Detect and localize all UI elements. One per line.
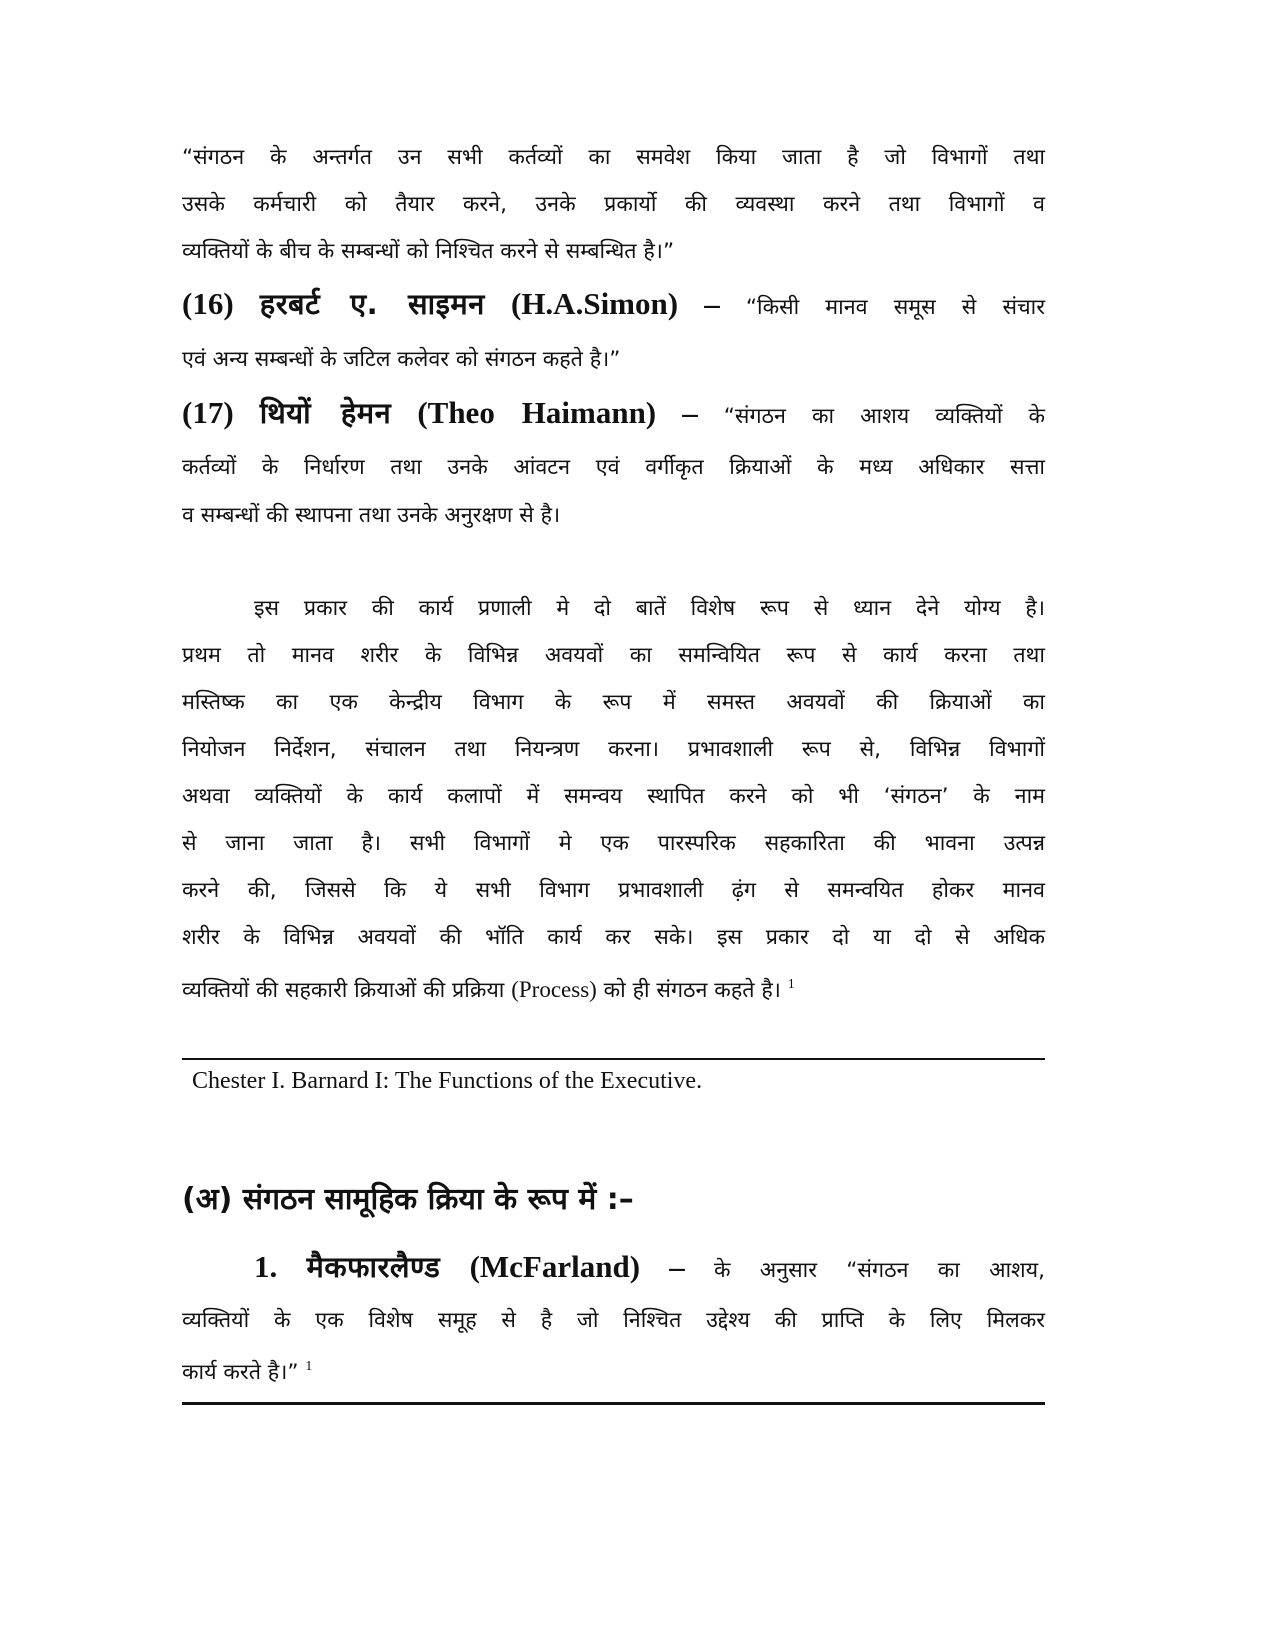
text-segment: को ही संगठन कहते है। [603, 978, 781, 1003]
author-name-hindi: मैकफारलैण्ड [306, 1250, 441, 1284]
paragraph-line: से जाना जाता है। सभी विभागों मे एक पारस्परिक सहकारिता की भावना उत्पन्न [182, 831, 1045, 856]
footnote-marker: 1 [787, 977, 795, 992]
quote-start: के अनुसार “संगठन का आशय, [714, 1258, 1045, 1283]
author-name-english: (H.A.Simon) [511, 286, 679, 321]
paragraph-line: इस प्रकार की कार्य प्रणाली मे दो बातें विशेष रूप से ध्यान देने योग्य है। [254, 596, 1045, 621]
dash: – [669, 1249, 685, 1284]
text-line-last [182, 1352, 1045, 1388]
author-name-hindi: हरबर्ट ए. साइमन [259, 287, 485, 321]
paragraph-line: मस्तिष्क का एक केन्द्रीय विभाग के रूप में समस्त अवयवों की क्रियाओं का [182, 690, 1045, 715]
definition-16-heading [182, 284, 1045, 328]
quote-start: “संगठन का आशय व्यक्तियों के [723, 404, 1046, 429]
footnote-text: Chester I. Barnard I: The Functions of the Executive. [192, 1068, 703, 1094]
paragraph-line: शरीर के विभिन्न अवयवों की भॉति कार्य कर सके। इस प्रकार दो या दो से अधिक [182, 925, 1045, 950]
footnote-separator [182, 1058, 1045, 1060]
author-name-english: (McFarland) [469, 1249, 641, 1284]
paragraph-line: अथवा व्यक्तियों के कार्य कलापों में समन्वय स्थापित करने को भी ‘संगठन’ के नाम [182, 784, 1045, 809]
footnote-marker: 1 [305, 1359, 313, 1374]
text-line: कर्तव्यों के निर्धारण तथा उनके आंवटन एवं वर्गीकृत क्रियाओं के मध्य अधिकार सत्ता [182, 455, 1045, 480]
definition-number: 1. [254, 1249, 278, 1284]
section-heading: (अ) संगठन सामूहिक क्रिया के रूप में :– [182, 1182, 634, 1217]
author-name-english: (Theo Haimann) [417, 395, 657, 430]
mcfarland-heading [182, 1247, 1045, 1291]
text-line: एवं अन्य सम्बन्धों के जटिल कलेवर को संगठन कहते है।” [182, 347, 621, 372]
definition-17-heading [182, 393, 1045, 437]
paragraph-line: नियोजन निर्देशन, संचालन तथा नियन्त्रण करना। प्रभावशाली रूप से, विभिन्न विभागों [182, 737, 1045, 762]
definition-number: (16) [182, 286, 234, 321]
paragraph-line: प्रथम तो मानव शरीर के विभिन्न अवयवों का समन्वियित रूप से कार्य करना तथा [182, 643, 1045, 668]
paragraph-line: करने की, जिससे कि ये सभी विभाग प्रभावशाली ढ़ंग से समन्वयित होकर मानव [182, 878, 1045, 903]
english-term: (Process) [511, 977, 597, 1002]
text-line: उसके कर्मचारी को तैयार करने, उनके प्रकार्यो की व्यवस्था करने तथा विभागों व [182, 192, 1045, 217]
text-line: “संगठन के अन्तर्गत उन सभी कर्तव्यों का समवेश किया जाता है जो विभागों तथा [182, 145, 1045, 170]
author-name-hindi: थियों हेमन [259, 396, 392, 430]
dash: – [682, 395, 698, 430]
text-segment: व्यक्तियों की सहकारी क्रियाओं की प्रक्रिया [182, 978, 505, 1003]
text-segment: कार्य करते है।” [182, 1360, 299, 1385]
text-line: व्यक्तियों के बीच के सम्बन्धों को निश्चित करने से सम्बन्धित है।” [182, 239, 675, 264]
text-line: व सम्बन्धों की स्थापना तथा उनके अनुरक्षण से है। [182, 503, 561, 528]
footnote-separator [182, 1402, 1045, 1405]
definition-number: (17) [182, 395, 234, 430]
paragraph-line-last [182, 970, 1045, 1006]
text-line: व्यक्तियों के एक विशेष समूह से है जो निश्चित उद्देश्य की प्राप्ति के लिए मिलकर [182, 1308, 1045, 1333]
quote-start: “किसी मानव समूस से संचार [745, 295, 1046, 320]
dash: – [704, 286, 720, 321]
